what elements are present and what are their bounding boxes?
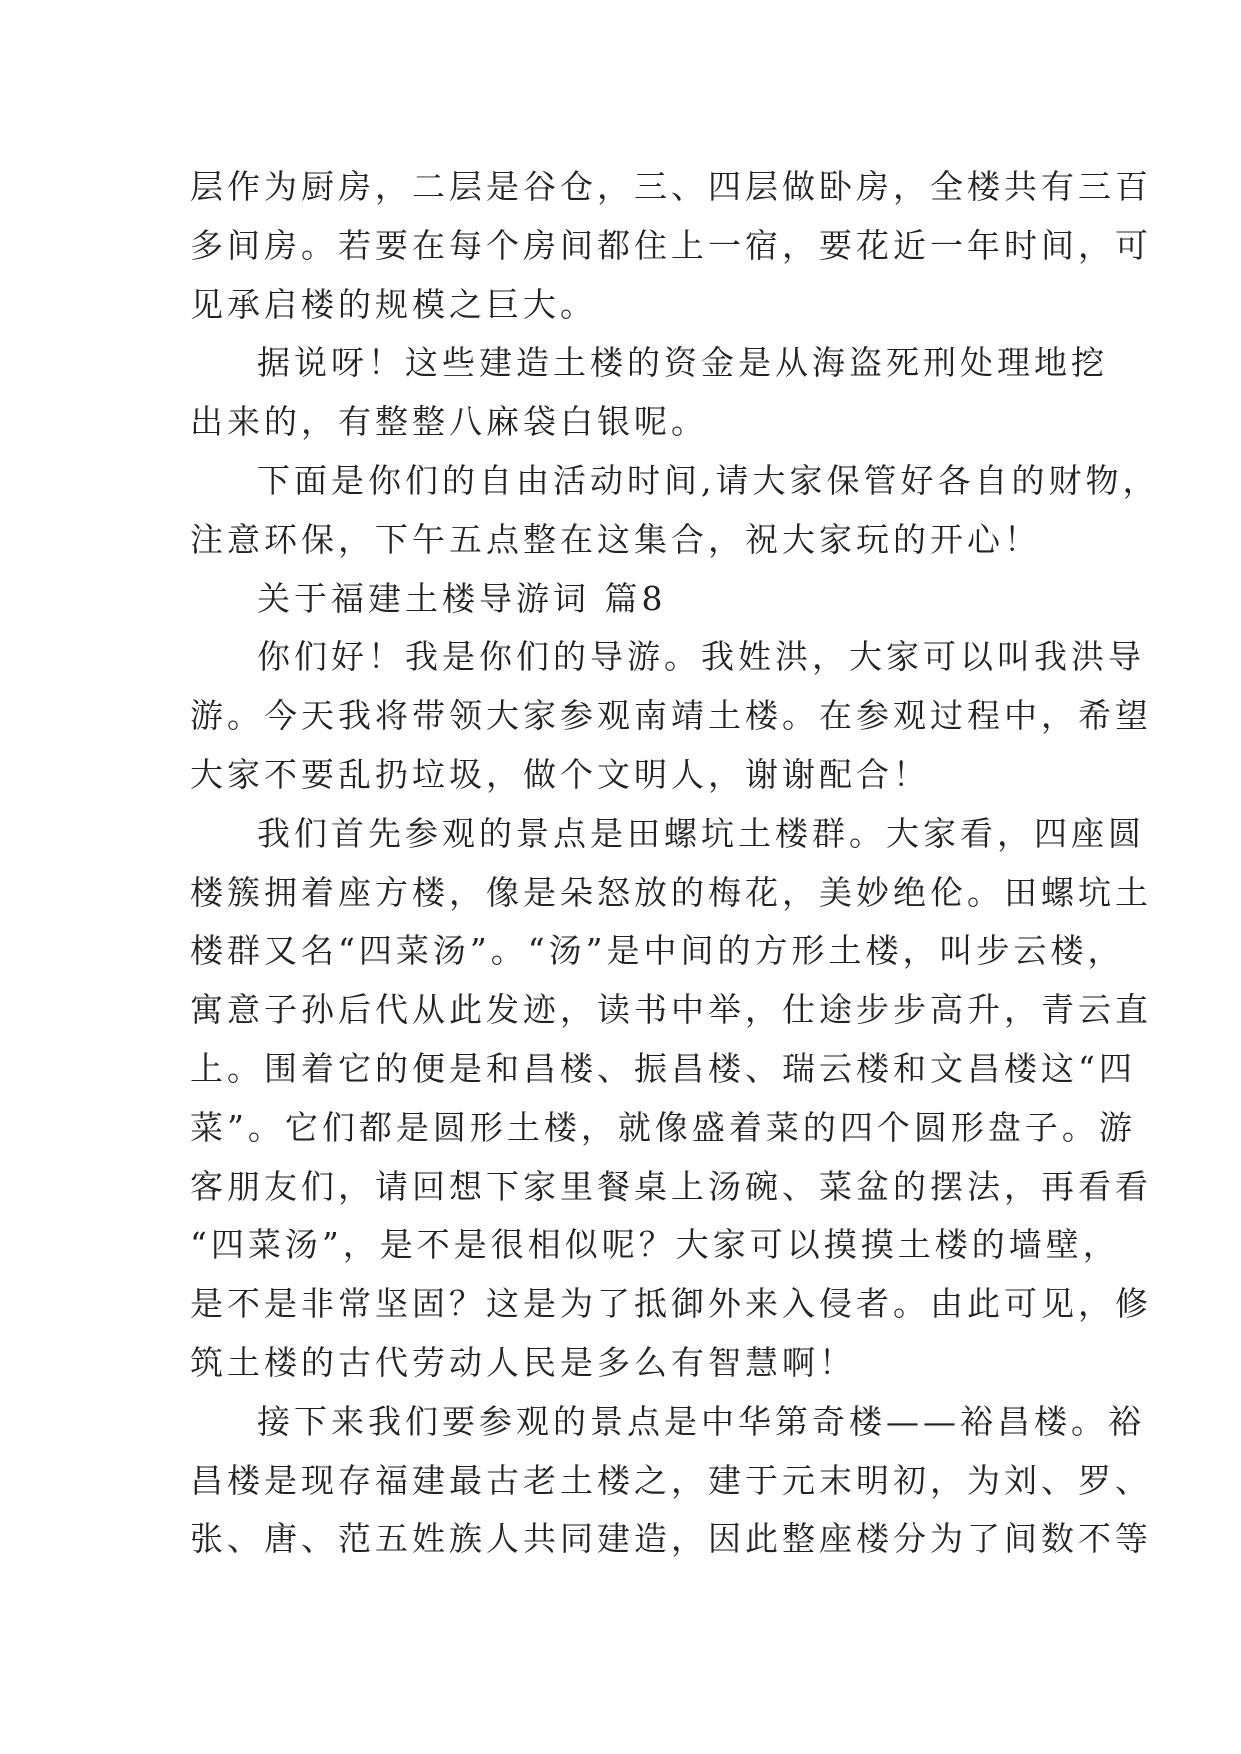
text-line: 游。今天我将带领大家参观南靖土楼。在参观过程中，希望 — [190, 696, 1152, 736]
text-line: 楼簇拥着座方楼，像是朵怒放的梅花，美妙绝伦。田螺坑土 — [190, 872, 1152, 912]
text-line: 筑土楼的古代劳动人民是多么有智慧啊！ — [190, 1342, 856, 1382]
text-line: 见承启楼的规模之巨大。 — [190, 284, 597, 324]
text-line: 多间房。若要在每个房间都住上一宿，要花近一年时间，可 — [190, 225, 1152, 265]
text-line: 客朋友们，请回想下家里餐桌上汤碗、菜盆的摆法，再看看 — [190, 1166, 1152, 1206]
text-line: 上。围着它的便是和昌楼、振昌楼、瑞云楼和文昌楼这“四 — [190, 1048, 1136, 1088]
text-line: 楼群又名“四菜汤”。“汤”是中间的方形土楼，叫步云楼， — [190, 931, 1125, 971]
text-line: 大家不要乱扔垃圾，做个文明人，谢谢配合！ — [190, 754, 930, 794]
text-line: 我们首先参观的景点是田螺坑土楼群。大家看，四座圆 — [257, 813, 1145, 853]
text-line: 菜”。它们都是圆形土楼，就像盛着菜的四个圆形盘子。游 — [190, 1107, 1136, 1147]
text-line: “四菜汤”，是不是很相似呢？大家可以摸摸土楼的墙壁， — [190, 1225, 1120, 1265]
text-line: 昌楼是现存福建最古老土楼之，建于元末明初，为刘、罗、 — [190, 1460, 1152, 1500]
text-line: 层作为厨房，二层是谷仓，三、四层做卧房，全楼共有三百 — [190, 167, 1152, 206]
text-line: 你们好！我是你们的导游。我姓洪，大家可以叫我洪导 — [257, 637, 1145, 677]
section-heading: 关于福建土楼导游词 篇8 — [257, 578, 667, 618]
text-line: 据说呀！这些建造土楼的资金是从海盗死刑处理地挖 — [257, 343, 1108, 383]
body-text — [190, 158, 1160, 1569]
text-line: 接下来我们要参观的景点是中华第奇楼——裕昌楼。裕 — [257, 1401, 1145, 1441]
text-line: 注意环保，下午五点整在这集合，祝大家玩的开心！ — [190, 519, 1041, 559]
text-line: 是不是非常坚固？这是为了抵御外来入侵者。由此可见，修 — [190, 1284, 1152, 1324]
text-line: 下面是你们的自由活动时间,请大家保管好各自的财物， — [257, 460, 1160, 500]
text-line: 寓意子孙后代从此发迹，读书中举，仕途步步高升，青云直 — [190, 990, 1152, 1030]
text-line: 张、唐、范五姓族人共同建造，因此整座楼分为了间数不等 — [190, 1519, 1152, 1559]
text-line: 出来的，有整整八麻袋白银呢。 — [190, 402, 708, 442]
